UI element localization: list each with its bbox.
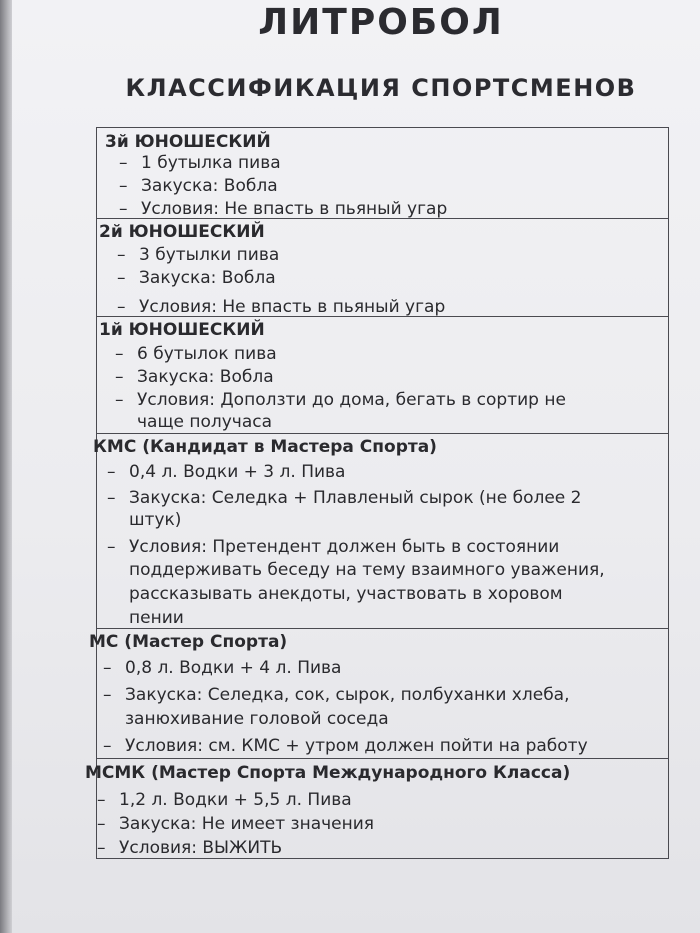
- list-item: [119, 198, 447, 220]
- list-item-continuation: чаще получаса: [137, 412, 273, 432]
- category-heading: 2й ЮНОШЕСКИЙ: [99, 222, 265, 242]
- dash-marker: –: [119, 176, 128, 196]
- list-item-text: Условия: Претендент должен быть в состоянии: [129, 537, 560, 557]
- document-title: ЛИТРОБОЛ: [258, 2, 504, 43]
- list-item: [115, 389, 566, 411]
- list-item-text: Условия: см. КМС + утром должен пойти на работу: [125, 736, 588, 756]
- dash-marker: –: [103, 685, 112, 705]
- list-item-text: Закуска: Вобла: [141, 176, 278, 196]
- list-item-text: 1 бутылка пива: [141, 153, 281, 173]
- list-item: [103, 684, 570, 706]
- dash-marker: –: [97, 814, 106, 834]
- list-item-text: Условия: Доползти до дома, бегать в сортир не: [137, 390, 566, 410]
- list-item-text: Закуска: Вобла: [137, 367, 274, 387]
- list-item-text: Условия: Не впасть в пьяный угар: [141, 199, 448, 219]
- dash-marker: –: [103, 658, 112, 678]
- dash-marker: –: [107, 462, 116, 482]
- document-subtitle: КЛАССИФИКАЦИЯ СПОРТСМЕНОВ: [125, 74, 637, 102]
- list-item: [107, 536, 559, 558]
- list-item: [119, 152, 281, 174]
- list-item-text: Закуска: Селедка, сок, сырок, полбуханки хлеба,: [125, 685, 570, 705]
- dash-marker: –: [103, 736, 112, 756]
- dash-marker: –: [115, 390, 124, 410]
- list-item: [107, 461, 345, 483]
- list-item: [97, 789, 352, 811]
- list-item-text: 0,8 л. Водки + 4 л. Пива: [125, 658, 342, 678]
- dash-marker: –: [115, 367, 124, 387]
- dash-marker: –: [97, 790, 106, 810]
- dash-marker: –: [119, 199, 128, 219]
- category-block-kms: [93, 433, 668, 628]
- list-item: [97, 813, 374, 835]
- category-heading: 3й ЮНОШЕСКИЙ: [105, 132, 271, 152]
- list-item-text: 3 бутылки пива: [139, 245, 280, 265]
- list-item-text: 1,2 л. Водки + 5,5 л. Пива: [119, 790, 352, 810]
- list-item-continuation: рассказывать анекдоты, участвовать в хоровом: [129, 584, 563, 604]
- category-heading: МС (Мастер Спорта): [89, 632, 288, 652]
- list-item: [117, 296, 445, 318]
- dash-marker: –: [117, 297, 126, 317]
- list-item: [117, 244, 279, 266]
- list-item: [115, 343, 277, 365]
- dash-marker: –: [97, 838, 106, 858]
- category-block-ms: [89, 628, 668, 758]
- dash-marker: –: [107, 537, 116, 557]
- list-item-continuation: занюхивание головой соседа: [125, 709, 389, 729]
- category-block-1st-junior: [97, 316, 668, 433]
- category-block-3rd-junior: [97, 128, 668, 218]
- list-item-text: Условия: ВЫЖИТЬ: [119, 838, 283, 858]
- list-item-text: Закуска: Не имеет значения: [119, 814, 375, 834]
- document-sheet: [12, 0, 700, 933]
- category-block-2nd-junior: [97, 218, 668, 316]
- list-item: [107, 487, 581, 509]
- list-item-continuation: поддерживать беседу на тему взаимного уважения,: [129, 560, 605, 580]
- dash-marker: –: [117, 268, 126, 288]
- dash-marker: –: [107, 488, 116, 508]
- dash-marker: –: [117, 245, 126, 265]
- list-item-continuation: пении: [129, 608, 184, 628]
- list-item: [97, 837, 282, 859]
- list-item-continuation: штук): [129, 510, 182, 530]
- list-item-text: 0,4 л. Водки + 3 л. Пива: [129, 462, 346, 482]
- classification-table: [85, 127, 669, 859]
- category-heading: КМС (Кандидат в Мастера Спорта): [93, 437, 437, 457]
- list-item-text: Закуска: Селедка + Плавленый сырок (не более 2: [129, 488, 582, 508]
- dash-marker: –: [119, 153, 128, 173]
- list-item-text: Условия: Не впасть в пьяный угар: [139, 297, 446, 317]
- category-block-msmk: [85, 758, 668, 858]
- list-item: [103, 735, 588, 757]
- category-heading: МСМК (Мастер Спорта Международного Класса): [85, 763, 571, 783]
- list-item-text: 6 бутылок пива: [137, 344, 277, 364]
- list-item: [115, 366, 274, 388]
- list-item-text: Закуска: Вобла: [139, 268, 276, 288]
- list-item: [103, 657, 341, 679]
- list-item: [119, 175, 278, 197]
- list-item: [117, 267, 276, 289]
- category-heading: 1й ЮНОШЕСКИЙ: [99, 320, 265, 340]
- dash-marker: –: [115, 344, 124, 364]
